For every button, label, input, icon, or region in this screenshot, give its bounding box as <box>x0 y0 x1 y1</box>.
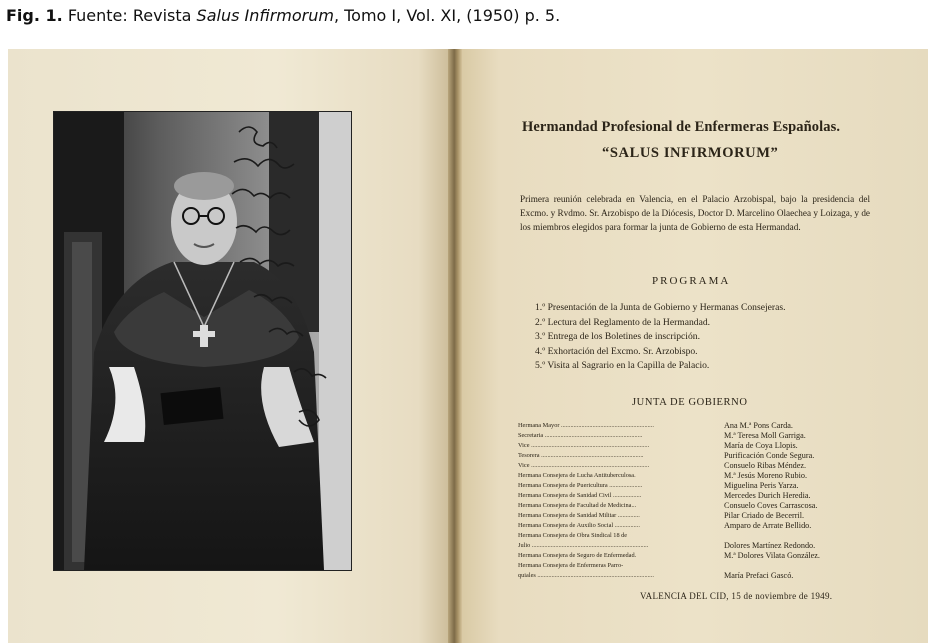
journal-name: Salus Infirmorum <box>196 6 334 25</box>
programa-item: 4.º Exhortación del Excmo. Sr. Arzobispo. <box>535 345 698 357</box>
junta-name: Dolores Martínez Redondo. <box>724 541 816 550</box>
scanned-spread <box>8 49 928 643</box>
junta-role: Vice ........................................................................... <box>518 462 650 469</box>
junta-role: Hermana Consejera de Obra Sindical 18 de <box>518 532 628 539</box>
junta-name: Pilar Criado de Becerril. <box>724 511 805 520</box>
document-title: Hermandad Profesional de Enfermeras Españolas. <box>522 119 841 135</box>
junta-name: Mercedes Durich Heredia. <box>724 491 811 500</box>
portrait-icon <box>54 112 351 570</box>
junta-role: Hermana Consejera de Puericultura ..................... <box>518 482 643 489</box>
caption-suffix: , Tomo I, Vol. XI, (1950) p. 5. <box>333 6 561 25</box>
junta-heading: JUNTA DE GOBIERNO <box>632 397 748 408</box>
junta-name: Amparo de Arrate Bellido. <box>724 521 812 530</box>
junta-names <box>724 421 820 581</box>
programa-item: 5.º Visita al Sagrario en la Capilla de Palacio. <box>535 360 710 371</box>
junta-role: Hermana Consejera de Sanidad Militar .............. <box>518 512 640 519</box>
junta-name: M.ª Teresa Moll Garriga. <box>724 431 806 440</box>
junta-role: Hermana Consejera de Enfermeras Parro- <box>518 562 624 569</box>
junta-name: M.ª Jesús Moreno Rubio. <box>724 471 807 480</box>
figure-caption <box>6 6 560 25</box>
junta-name: María de Coya Llopis. <box>724 441 798 450</box>
junta-role: Hermana Consejera de Seguro de Enfermedad. <box>518 552 637 559</box>
junta-roles <box>518 421 718 581</box>
junta-name: Purificación Conde Segura. <box>724 451 815 460</box>
programa-item: 3.º Entrega de los Boletines de inscripción. <box>535 331 700 342</box>
intro-paragraph: Primera reunión celebrada en Valencia, en el Palacio Arzobispal, bajo la presidencia del Excmo. y Rvdmo. Sr. Arzobispo de la Diócesis, Doctor D. Marcelino Olaechea y Loizaga, y de los miembros elegidos para formar la junta de Gobierno de esta Hermandad. <box>520 194 870 232</box>
right-page <box>462 49 928 643</box>
junta-role: Hermana Consejera de Sanidad Civil .................. <box>518 492 642 499</box>
junta-role: Hermana Consejera de Auxilio Social ................ <box>518 522 640 529</box>
junta-name <box>724 561 820 571</box>
junta-role: quiales .......................................................................... <box>518 572 654 579</box>
junta-role: Tesorera ................................................................. <box>518 452 644 459</box>
junta-name <box>724 531 820 541</box>
programa-heading: PROGRAMA <box>652 275 731 287</box>
junta-name: M.ª Dolores Vilata González. <box>724 551 820 560</box>
junta-name: Consuelo Coves Carrascosa. <box>724 501 818 510</box>
junta-name: María Prefaci Gascó. <box>724 571 794 580</box>
portrait-photo <box>53 111 352 571</box>
junta-role: Vice ........................................................................... <box>518 442 650 449</box>
junta-role: Julio .......................................................................... <box>518 542 649 549</box>
programa-item: 1.º Presentación de la Junta de Gobierno y Hermanas Consejeras. <box>535 302 786 313</box>
left-page <box>8 49 454 643</box>
junta-role: Hermana Consejera de Lucha Antituberculosa. <box>518 472 636 479</box>
junta-role: Hermana Consejera de Facultad de Medicina... <box>518 502 637 509</box>
programa-list <box>535 301 785 374</box>
junta-role: Hermana Mayor ........................................................... <box>518 422 654 429</box>
book-spine <box>448 49 462 643</box>
figure-label: Fig. 1. <box>6 6 63 25</box>
junta-name: Ana M.ª Pons Carda. <box>724 421 793 430</box>
document-subtitle: “SALUS INFIRMORUM” <box>602 145 779 161</box>
document-footer: VALENCIA DEL CID, 15 de noviembre de 1949. <box>640 591 833 601</box>
junta-name: Consuelo Ribas Méndez. <box>724 461 807 470</box>
programa-item: 2.º Lectura del Reglamento de la Hermandad. <box>535 316 711 328</box>
junta-name: Miguelina Peris Yarza. <box>724 481 799 490</box>
junta-role: Secretaria .............................................................. <box>518 432 643 439</box>
caption-prefix: Fuente: Revista <box>62 6 197 25</box>
